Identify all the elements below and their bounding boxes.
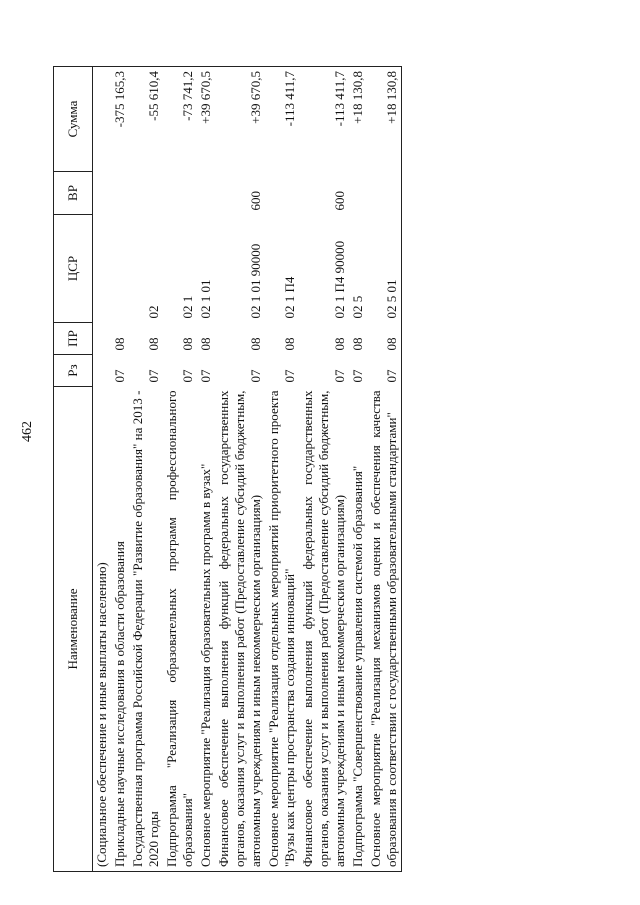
row-csr: 02 1 П4: [282, 276, 297, 319]
header-pr: ПР: [54, 323, 93, 355]
table-row: [215, 67, 265, 872]
row-pr: 08: [350, 337, 365, 351]
row-rz: 07: [198, 369, 213, 383]
row-vr: [265, 172, 299, 215]
header-vr: ВР: [54, 172, 93, 215]
row-csr: 02 1 01 90000: [248, 243, 263, 319]
row-vr: [349, 172, 367, 215]
header-name: Наименование: [54, 387, 93, 872]
row-rz: 07: [180, 369, 195, 383]
row-pr: 08: [146, 337, 161, 351]
header-csr: ЦСР: [54, 215, 93, 323]
budget-table-rotated: [53, 67, 571, 872]
table-row: [93, 67, 112, 872]
budget-table: [53, 66, 402, 872]
row-name: Подпрограмма "Совершенствование управления системой образования": [349, 387, 367, 872]
row-csr: 02: [146, 305, 161, 319]
row-sum: -375 165,3: [111, 67, 129, 172]
row-pr: 08: [112, 337, 127, 351]
row-sum: -73 741,2: [163, 67, 197, 172]
table-row: [265, 67, 299, 872]
row-sum: +39 670,5: [197, 67, 215, 172]
row-name: Государственная программа Российской Федерации "Развитие образования" на 2013 - 2020 годы: [129, 387, 163, 872]
row-name: Финансовое обеспечение выполнения функций федеральных государственных органов, оказания услуг и выполнения работ (Предоставление субсидий бюджетным, автономным учреждениям и иным некоммерческим организациям): [215, 387, 265, 872]
row-rz: 07: [146, 369, 161, 383]
row-pr: [93, 323, 112, 355]
row-csr: 02 1 01: [198, 279, 213, 319]
row-name: Основное мероприятие "Реализация образовательных программ в вузах": [197, 387, 215, 872]
row-name: Прикладные научные исследования в области образования: [111, 387, 129, 872]
table-header-row: [54, 67, 93, 872]
row-rz: 07: [350, 369, 365, 383]
row-pr: 08: [248, 337, 263, 351]
table-row: [163, 67, 197, 872]
row-csr: 02 1: [180, 295, 195, 319]
row-pr: 08: [367, 323, 402, 355]
table-row: [129, 67, 163, 872]
row-sum: +18 130,8: [349, 67, 367, 172]
row-name: (Социальное обеспечение и иные выплаты населению): [93, 387, 112, 872]
row-csr: [111, 215, 129, 323]
row-pr: 08: [282, 337, 297, 351]
row-vr: [197, 172, 215, 215]
row-sum: -55 610,4: [129, 67, 163, 172]
row-vr: [129, 172, 163, 215]
table-row: [111, 67, 129, 872]
row-pr: 08: [332, 337, 347, 351]
row-vr: [367, 172, 402, 215]
row-name: Финансовое обеспечение выполнения функций федеральных государственных органов, оказания услуг и выполнения работ (Предоставление субсидий бюджетным, автономным учреждениям и иным некоммерческим организациям): [299, 387, 349, 872]
row-rz: 07: [367, 355, 402, 387]
row-pr: 08: [198, 337, 213, 351]
row-vr: [163, 172, 197, 215]
row-rz: 07: [248, 369, 263, 383]
row-vr: 600: [248, 191, 263, 211]
table-row: [197, 67, 215, 872]
row-sum: -113 411,7: [299, 67, 349, 172]
row-sum: [93, 67, 112, 172]
row-vr: 600: [332, 191, 347, 211]
row-sum: +18 130,8: [367, 67, 402, 172]
row-csr: 02 1 П4 90000: [332, 240, 347, 319]
row-rz: [93, 355, 112, 387]
row-pr: 08: [180, 337, 195, 351]
row-vr: [111, 172, 129, 215]
table-row: [299, 67, 349, 872]
row-rz: 07: [282, 369, 297, 383]
row-vr: [93, 172, 112, 215]
table-row: [349, 67, 367, 872]
row-csr: 02 5: [350, 295, 365, 319]
row-rz: 07: [112, 369, 127, 383]
page-number: 462: [20, 421, 35, 442]
row-csr: [93, 215, 112, 323]
row-name: Основное мероприятие "Реализация отдельных мероприятий приоритетного проекта "Вузы как центры пространства создания инноваций": [265, 387, 299, 872]
header-rz: Рз: [54, 355, 93, 387]
row-rz: 07: [332, 369, 347, 383]
row-sum: +39 670,5: [215, 67, 265, 172]
row-name: Подпрограмма "Реализация образовательных программ профессионального образования": [163, 387, 197, 872]
row-csr: 02 5 01: [367, 215, 402, 323]
row-sum: -113 411,7: [265, 67, 299, 172]
table-row: [367, 67, 402, 872]
row-name: Основное мероприятие "Реализация механизмов оценки и обеспечения качества образования в соответствии с государственными образовательными стандартами": [367, 387, 402, 872]
header-sum: Сумма: [54, 67, 93, 172]
